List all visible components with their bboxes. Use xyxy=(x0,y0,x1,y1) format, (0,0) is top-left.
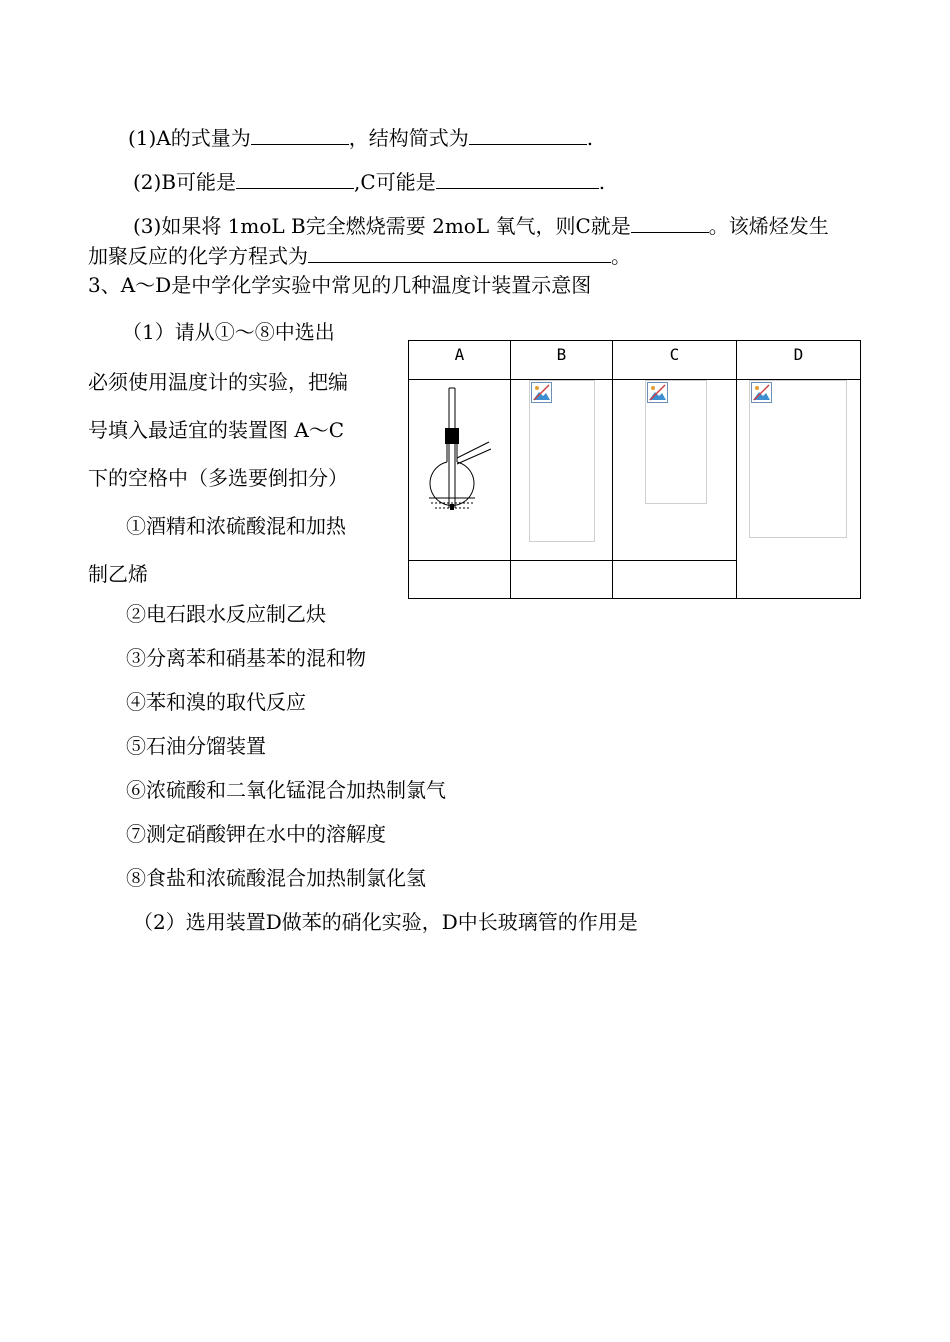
option-7: ⑦测定硝酸钾在水中的溶解度 xyxy=(126,822,386,846)
answer-blank-formula-weight[interactable] xyxy=(251,124,349,145)
broken-image-icon xyxy=(531,382,552,403)
part1-label: (1)A的式量为 xyxy=(128,126,251,150)
diagram-cell-a xyxy=(409,380,511,561)
answer-cell-b[interactable] xyxy=(511,561,613,599)
diagram-cell-b xyxy=(511,380,613,561)
intro-line-3: 号填入最适宜的装置图 A～C xyxy=(88,418,345,442)
option-1-line-2: 制乙烯 xyxy=(88,562,148,586)
question-a-part1: (1)A的式量为 ，结构简式为 . xyxy=(128,126,594,150)
diagram-cell-d xyxy=(737,380,861,599)
apparatus-table xyxy=(408,340,861,599)
option-4: ④苯和溴的取代反应 xyxy=(126,690,306,714)
intro-line-2: 必须使用温度计的实验，把编 xyxy=(88,370,348,394)
option-3: ③分离苯和硝基苯的混和物 xyxy=(126,646,366,670)
part2-mid-label: ,C可能是 xyxy=(354,170,436,194)
header-b: B xyxy=(511,341,613,380)
intro-line-4: 下的空格中（多选要倒扣分） xyxy=(88,466,348,490)
diagram-frame-d xyxy=(749,380,847,538)
header-a: A xyxy=(409,341,511,380)
thermometer-flask-icon xyxy=(409,380,510,560)
part2-label: (2)B可能是 xyxy=(133,170,237,194)
answer-blank-b[interactable] xyxy=(236,168,354,189)
answer-blank-equation[interactable] xyxy=(308,242,611,263)
answer-blank-c[interactable] xyxy=(436,168,599,189)
broken-image-icon xyxy=(751,382,772,403)
answer-cell-a[interactable] xyxy=(409,561,511,599)
option-5: ⑤石油分馏装置 xyxy=(126,734,266,758)
option-2: ②电石跟水反应制乙炔 xyxy=(126,602,326,626)
question-a-part3-line1: (3)如果将 1moL B完全燃烧需要 2moL 氧气，则C就是 。该烯烃发生 xyxy=(133,214,829,238)
question-3-title: 3、A～D是中学化学实验中常见的几种温度计装置示意图 xyxy=(88,273,592,297)
option-6: ⑥浓硫酸和二氧化锰混合加热制氯气 xyxy=(126,778,446,802)
answer-cell-c[interactable] xyxy=(613,561,737,599)
answer-blank-c-identity[interactable] xyxy=(631,212,709,233)
diagram-frame-b xyxy=(529,380,595,542)
question-a-part3-line2: 加聚反应的化学方程式为 。 xyxy=(88,244,631,268)
intro-line-1: （1）请从①～⑧中选出 xyxy=(122,320,335,344)
answer-blank-structure[interactable] xyxy=(469,124,587,145)
question-3-part2: （2）选用装置D做苯的硝化实验，D中长玻璃管的作用是 xyxy=(133,910,638,934)
question-a-part2: (2)B可能是 ,C可能是 . xyxy=(133,170,606,194)
header-c: C xyxy=(613,341,737,380)
header-d: D xyxy=(737,341,861,380)
option-8: ⑧食盐和浓硫酸混合加热制氯化氢 xyxy=(126,866,426,890)
option-1-line-1: ①酒精和浓硫酸混和加热 xyxy=(126,514,346,538)
diagram-cell-c xyxy=(613,380,737,561)
broken-image-icon xyxy=(647,382,668,403)
part1-mid-label: ，结构简式为 xyxy=(348,126,469,150)
